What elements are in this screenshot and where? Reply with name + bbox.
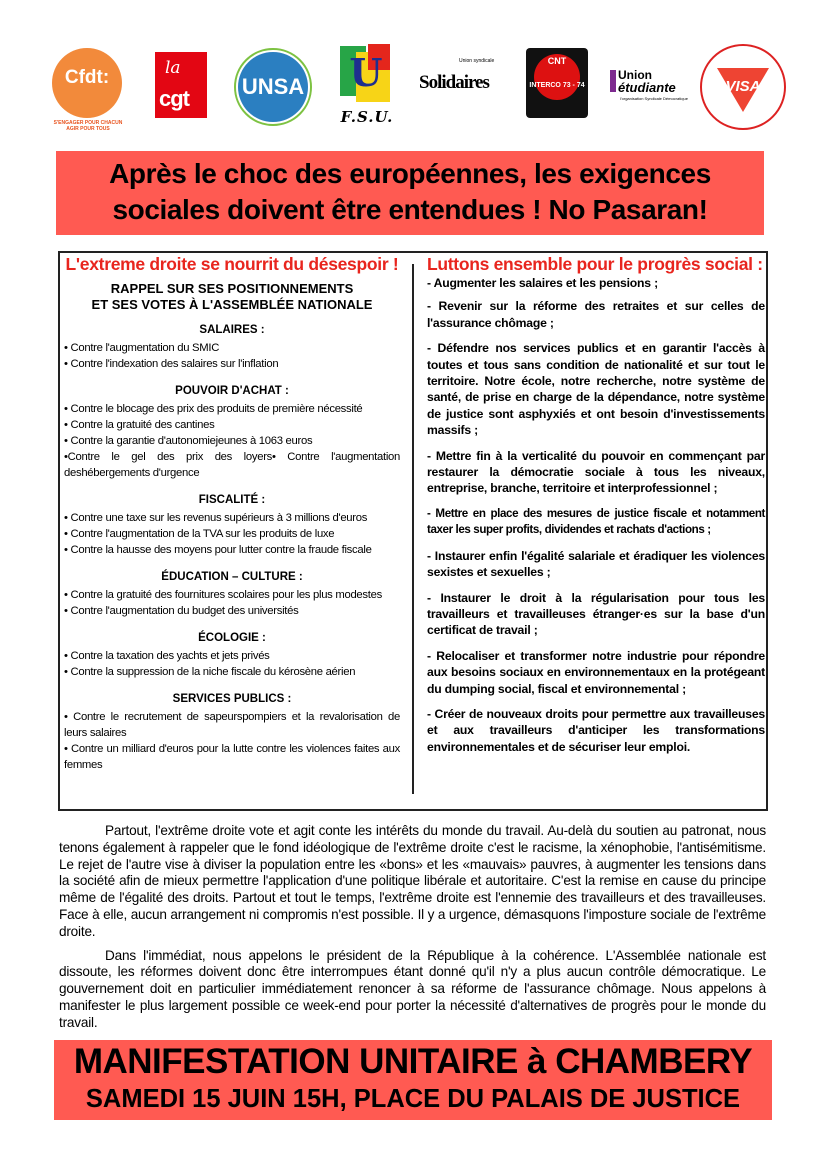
solidaires-logo: [419, 58, 511, 104]
list-item: • Contre le blocage des prix des produits de première nécessité: [64, 403, 363, 415]
demand-item: - Augmenter les salaires et les pensions ;: [427, 276, 658, 290]
cfdt-logo-name: Cfdt:: [64, 67, 110, 88]
union-etudiante-line2: étudiante: [618, 80, 676, 95]
visa-name: VISA: [725, 78, 761, 95]
demand-item: - Mettre en place des mesures de justice fiscale et notamment taxer les super profits, dividendes et rachats d'actions ;: [427, 506, 765, 537]
list-item: • Contre l'augmentation du budget des universités: [64, 605, 299, 617]
body-paragraph-1: Partout, l'extrême droite vote et agit conte les intérêts du monde du travail. Au-delà du soutien au patronat, nous tenons également à rappeler que le fond idéologique de l'extrême droite c'est le racisme, la xénophobie, l'antisémitisme. Le rejet de l'autre vise à diviser la population entre les «bons» et les «mauvais» pauvres, à augmenter les tensions dans la société afin de mieux permettre l'application d'une politique libérale et autoritaire. C'est la remise en cause du principe même de l'égalité des droits. Partout et tout le temps, l'extrême droite est l'ennemie des travailleurs et des travailleuses. Face à elle, aucun arrangement ni compromis n'est possible. Il y a urgence, démasquons l'imposture sociale de l'extrême droite.: [59, 823, 766, 939]
left-column: [64, 253, 400, 773]
section-title: SALAIRES :: [199, 324, 265, 336]
list-item: • Contre la hausse des moyens pour lutter contre la fraude fiscale: [64, 544, 372, 556]
unsa-ring: [234, 48, 312, 126]
logos-row: [52, 44, 782, 134]
cgt-logo-name: cgt: [159, 86, 189, 111]
demand-item: - Relocaliser et transformer notre industrie pour répondre aux besoins sociaux en environnementaux en la protégeant du dumping social, fiscal et environnemental ;: [427, 648, 765, 696]
right-heading: Luttons ensemble pour le progrès social :: [427, 254, 763, 274]
list-item: • Contre un milliard d'euros pour la lutte contre les violences faites aux femmes: [64, 743, 400, 771]
list-item: • Contre l'augmentation du SMIC: [64, 342, 220, 354]
list-item: • Contre la gratuité des cantines: [64, 419, 215, 431]
left-heading: L'extreme droite se nourrit du désespoir !: [65, 254, 399, 274]
body-paragraph-2: Dans l'immédiat, nous appelons le président de la République à la cohérence. L'Assemblée nationale est dissoute, les réformes doivent donc être interrompues étant donné qu'il n'y a plus aucun contrôle démocratique. Le gouvernement doit en particulier immédiatement renoncer à sa réforme de l'assurance chômage. Nous appelons à manifester le plus largement possible ce week-end pour porter la nécessité d'alternatives de progrès pour le monde du travail.: [59, 947, 766, 1030]
rappel-line-1: RAPPEL SUR SES POSITIONNEMENTS: [110, 281, 354, 296]
list-item: • Contre la gratuité des fournitures scolaires pour les plus modestes: [64, 589, 382, 601]
rappel-line-2: ET SES VOTES À L'ASSEMBLÉE NATIONALE: [91, 297, 373, 312]
demand-item: - Revenir sur la réforme des retraites et sur celles de l'assurance chômage ;: [427, 299, 765, 330]
unsa-logo: [238, 52, 308, 122]
union-etudiante-line3: l'organisation Syndicale Démocratique: [620, 96, 688, 101]
unsa-logo-name: UNSA: [241, 74, 305, 99]
manifestation-line-1: MANIFESTATION UNITAIRE à CHAMBERY: [73, 1042, 753, 1081]
demand-item: - Instaurer le droit à la régularisation pour tous les travailleurs et travailleuses étranger·es sur la base d'un certificat de travail ;: [427, 590, 765, 638]
title-line-1: Après le choc des européennes, les exigences: [109, 158, 711, 189]
cfdt-logo: [52, 48, 123, 132]
manifestation-line-2: SAMEDI 15 JUIN 15H, PLACE DU PALAIS DE JUSTICE: [85, 1085, 741, 1113]
union-etudiante-line1: Union: [618, 68, 652, 82]
list-item: • Contre l'augmentation de la TVA sur les produits de luxe: [64, 528, 335, 540]
demand-item: - Défendre nos services publics et en garantir l'accès à toutes et tous sans condition de nationalité et sur tout le territoire. Notre école, notre recherche, notre système de santé, de prise en charge de la dépendance, notre système de justice sont asphyxiés et ont besoin d'investissements massifs ;: [427, 341, 765, 438]
visa-logo: [700, 44, 786, 130]
cfdt-tagline: S'ENGAGER POUR CHACUN AGIR POUR TOUS: [53, 120, 123, 132]
list-item: • Contre le recrutement de sapeurspompiers et la revalorisation de leurs salaires: [64, 711, 400, 739]
body-text: [59, 823, 766, 1039]
title-line-2: sociales doivent être entendues ! No Pasaran!: [112, 194, 708, 225]
fsu-logo-letter: U: [349, 50, 383, 95]
list-item: • Contre l'indexation des salaires sur l'inflation: [64, 358, 279, 370]
cgt-logo-la: la: [165, 58, 181, 78]
list-item: • Contre une taxe sur les revenus supérieurs à 3 millions d'euros: [64, 512, 368, 524]
solidaires-name: Solidaires: [419, 72, 489, 93]
list-item: • Contre la suppression de la niche fiscale du kérosène aérien: [64, 666, 356, 678]
section-title: FISCALITÉ :: [198, 494, 266, 506]
demand-item: - Créer de nouveaux droits pour permettre aux travailleuses et aux travailleurs d'anticiper les transformations environnementales et de sécuriser leur emploi.: [427, 706, 765, 754]
fsu-logo: [334, 44, 400, 130]
list-item: •Contre le gel des prix des loyers• Contre l'augmentation deshébergements d'urgence: [64, 451, 400, 479]
cnt-logo: [526, 48, 588, 118]
right-column: [427, 253, 765, 764]
demand-item: - Instaurer enfin l'égalité salariale et éradiquer les violences sexistes et sexuelles ;: [427, 548, 765, 580]
union-etudiante-bar: [610, 70, 616, 92]
section-title: ÉCOLOGIE :: [198, 632, 266, 644]
section-title: ÉDUCATION – CULTURE :: [161, 571, 303, 583]
list-item: • Contre la garantie d'autonomiejeunes à 1063 euros: [64, 435, 313, 447]
rappel-heading: [64, 281, 400, 313]
fsu-logo-name: F.S.U.: [340, 108, 394, 126]
demand-item: - Mettre fin à la verticalité du pouvoir en commençant par restaurer la démocratie sociale à tous les niveaux, entreprise, branche, territoire et interprofessionnel ;: [427, 448, 765, 496]
cnt-name: CNT: [547, 56, 567, 66]
solidaires-small: Union syndicale: [459, 58, 495, 64]
section-title: POUVOIR D'ACHAT :: [175, 385, 289, 397]
union-etudiante-logo: [610, 68, 690, 108]
page-title: [56, 151, 764, 235]
column-divider: [412, 264, 414, 794]
cnt-sub: INTERCO 73 - 74: [529, 82, 585, 89]
cgt-logo: [155, 52, 207, 118]
list-item: • Contre la taxation des yachts et jets privés: [64, 650, 270, 662]
section-title: SERVICES PUBLICS :: [172, 693, 292, 705]
manifestation-banner: [54, 1040, 772, 1120]
